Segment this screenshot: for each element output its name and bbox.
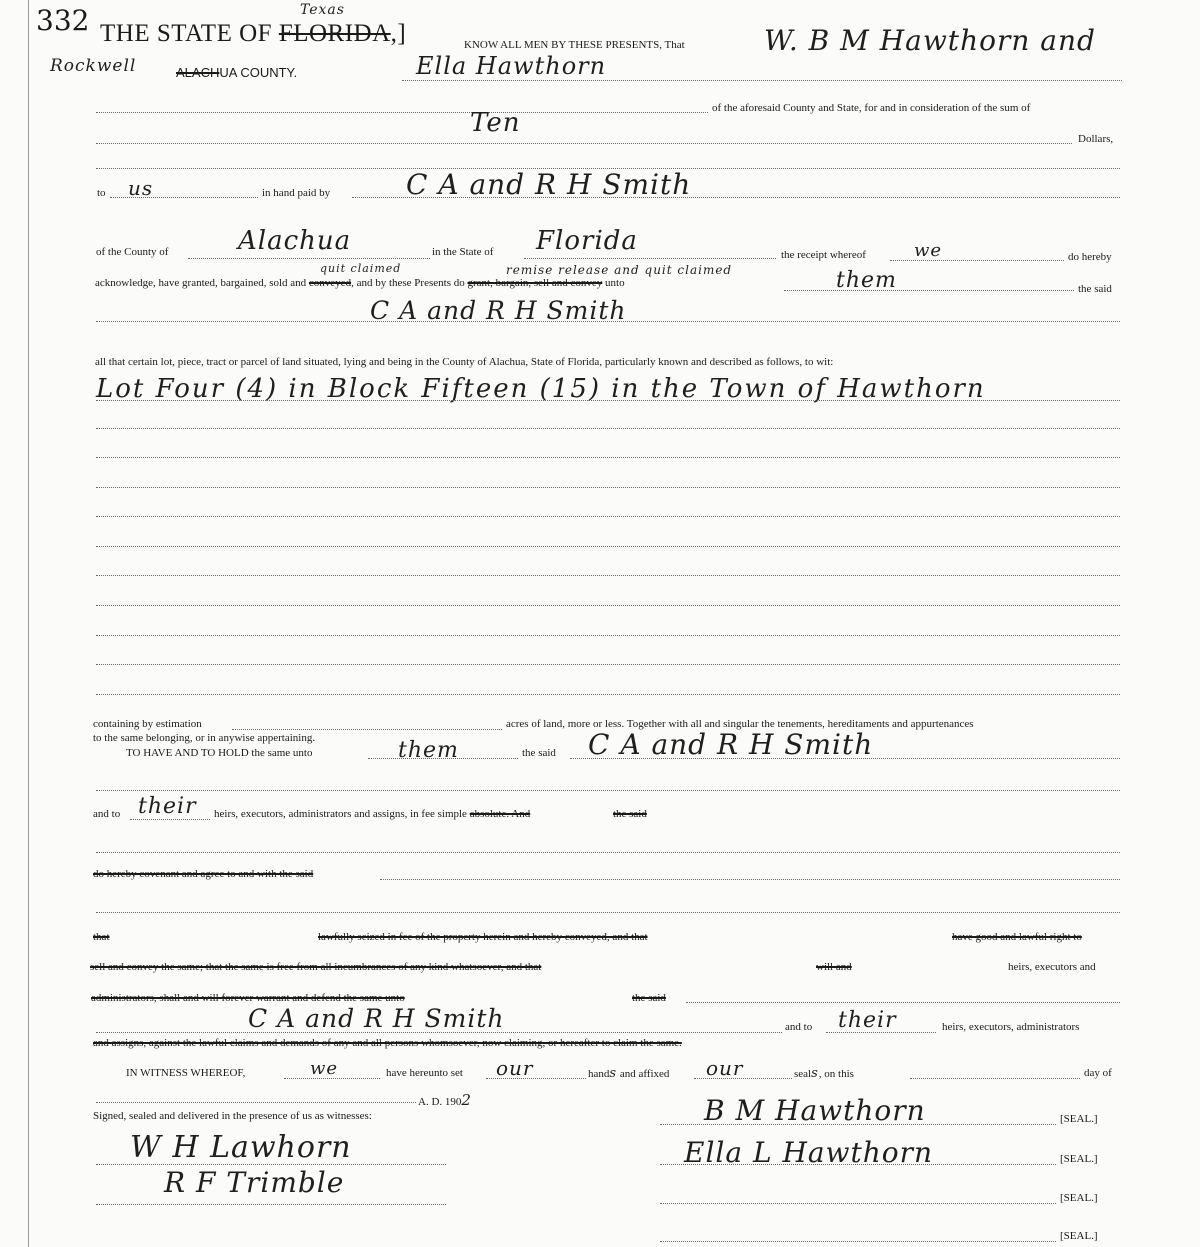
state-prefix: THE STATE OF [100, 20, 273, 47]
have-good-struck: have good and lawful right to [952, 931, 1082, 943]
line [660, 1164, 1056, 1165]
sell-struck: sell and convey the same; that the same is free from all incumbrances of any kind whatsoever, and that [90, 961, 542, 973]
line [686, 1002, 1120, 1003]
containing-label: containing by estimation [93, 718, 202, 730]
line [96, 400, 1120, 401]
hands-suffix: s [609, 1066, 618, 1081]
unto-handwritten: them [836, 268, 897, 293]
seal-4: [SEAL.] [1060, 1230, 1098, 1242]
state-of-label: in the State of [432, 246, 494, 258]
county-struck: ALACH [176, 65, 220, 80]
line [188, 258, 430, 259]
witness1-signature: W H Lawhorn [130, 1130, 352, 1165]
line [910, 1078, 1080, 1079]
line [96, 912, 1120, 913]
page-number: 332 [36, 4, 90, 37]
affixed-label: and affixed [619, 1068, 670, 1080]
grantors-line1: W. B M Hawthorn and [764, 24, 1096, 57]
line [524, 258, 776, 259]
day-of-label: day of [1084, 1067, 1112, 1079]
line [96, 428, 1120, 429]
dollars-label: Dollars, [1078, 133, 1114, 145]
grantee3-handwritten: C A and R H Smith [248, 1004, 505, 1033]
seal-label [794, 1067, 854, 1081]
grantors-line [402, 80, 1122, 81]
hands-label [588, 1067, 669, 1081]
line [96, 1204, 446, 1205]
to-have-label: TO HAVE AND TO HOLD the same unto [126, 747, 313, 759]
witness2-signature: R F Trimble [164, 1166, 345, 1199]
seal-suffix: s [811, 1066, 819, 1081]
line [232, 729, 502, 730]
lawfully-struck: lawfully seized in fee of the property herein and hereby conveyed, and that [318, 931, 648, 943]
line [96, 1102, 416, 1103]
on-this: , on this [818, 1068, 854, 1080]
seal-word: seal [794, 1068, 812, 1080]
insert-remise: remise release and quit claimed [506, 263, 733, 277]
line [96, 852, 1120, 853]
county-label [176, 66, 297, 79]
heirs-fee-text [214, 808, 647, 821]
page-edge [28, 0, 29, 1247]
belonging-text: to the same belonging, or in anywise appertaining. [93, 732, 316, 744]
do-hereby-label: do hereby [1068, 251, 1112, 263]
line [96, 790, 1120, 791]
state-handwritten-2: Florida [536, 226, 638, 256]
their2-handwritten: their [838, 1008, 897, 1033]
land-description: all that certain lot, piece, tract or parcel of land situated, lying and being in the County of Alachua, State of Florida, particularly known and described as follows, to wit: [95, 356, 834, 368]
state-title [100, 20, 406, 48]
and-to-label: and to [93, 808, 121, 820]
lot-handwritten: Lot Four (4) in Block Fifteen (15) in the Town of Hawthorn [96, 374, 986, 404]
the-said-struck: the said [612, 808, 647, 820]
line [96, 1164, 446, 1165]
heirs-fee: heirs, executors, administrators and assigns, in fee simple [214, 808, 467, 820]
by-these: , and by these Presents do [351, 277, 465, 289]
state-bracket: ,] [390, 20, 407, 47]
payer-handwritten: C A and R H Smith [406, 168, 692, 201]
to-label: to [97, 187, 106, 199]
receipt-handwritten: we [914, 240, 943, 261]
have-grantee-handwritten: C A and R H Smith [588, 728, 874, 761]
heirs-2: heirs, executors, administrators [942, 1021, 1080, 1033]
and-to-label-2: and to [785, 1021, 813, 1033]
unto-label: unto [605, 277, 625, 289]
aforesaid-text: of the aforesaid County and State, for and in consideration of the sum of [712, 102, 1031, 114]
line [96, 664, 1120, 665]
grantee-handwritten: C A and R H Smith [370, 296, 627, 325]
their-handwritten: their [138, 794, 197, 819]
line [660, 1124, 1056, 1125]
line [96, 457, 1120, 458]
the-said-label: the said [1078, 283, 1112, 295]
acknowledge-prefix: acknowledge, have granted, bargained, sold and [95, 277, 307, 289]
grantor2-signature: Ella L Hawthorn [684, 1136, 934, 1169]
line [96, 635, 1120, 636]
heirs-executors: heirs, executors and [1008, 961, 1096, 973]
have-set-label: have hereunto set [386, 1067, 463, 1079]
line [96, 694, 1120, 695]
line [380, 879, 1120, 880]
the-said-3-struck: the said [632, 992, 666, 1004]
seal-2: [SEAL.] [1060, 1153, 1098, 1165]
sum-handwritten: Ten [470, 108, 521, 138]
line [96, 112, 708, 113]
have-handwritten: them [398, 738, 459, 763]
county-handwritten-2: Alachua [238, 226, 352, 256]
conveyed-struck: conveyed [308, 277, 352, 289]
county-of-label: of the County of [96, 246, 169, 258]
assigns-struck: and assigns, against the lawful claims and demands of any and all persons whomsoever, now claiming, or hereafter to claim the same. [93, 1037, 682, 1049]
witness-label: IN WITNESS WHEREOF, [126, 1067, 246, 1079]
to-handwritten: us [128, 176, 154, 200]
line [96, 605, 1120, 606]
know-all-men: KNOW ALL MEN BY THESE PRESENTS, That [464, 39, 685, 51]
line [784, 290, 1074, 291]
line [96, 1032, 782, 1033]
that-struck: that [93, 931, 110, 943]
line [96, 487, 1120, 488]
acknowledge-text [95, 277, 625, 290]
covenant-struck: do hereby covenant and agree to and with the said [93, 868, 314, 880]
line [96, 143, 1072, 144]
ad-handwritten: 2 [461, 1091, 472, 1109]
county-handwritten: Rockwell [50, 56, 137, 76]
state-struck: FLORIDA [278, 20, 391, 47]
state-handwritten: Texas [300, 2, 345, 18]
absolute-struck: absolute. And [469, 808, 531, 820]
line [660, 1241, 1056, 1242]
witness-handwritten: we [310, 1058, 339, 1079]
line [660, 1203, 1056, 1204]
acres-text: acres of land, more or less. Together with all and singular the tenements, hereditaments and appurtenances [506, 718, 974, 730]
seal-3: [SEAL.] [1060, 1192, 1098, 1204]
grant-struck: grant, bargain, sell and convey [467, 277, 603, 289]
grantors-line2: Ella Hawthorn [416, 52, 607, 80]
the-said-label-2: the said [522, 747, 556, 759]
line [130, 819, 210, 820]
receipt-label: the receipt whereof [781, 249, 866, 261]
insert-quit-claimed: quit claimed [320, 262, 402, 275]
line [96, 575, 1120, 576]
paid-by-label: in hand paid by [262, 187, 331, 199]
grantor1-signature: B M Hawthorn [704, 1094, 926, 1127]
hand-word: hand [588, 1068, 610, 1080]
will-and-struck: will and [816, 961, 852, 973]
set-handwritten: our [496, 1056, 534, 1080]
ad-label [418, 1091, 472, 1109]
seal-1: [SEAL.] [1060, 1113, 1098, 1125]
line [96, 546, 1120, 547]
affixed-handwritten: our [706, 1056, 744, 1080]
admin-struck: administrators, shall and will forever warrant and defend the same unto [91, 992, 405, 1004]
county-suffix: UA COUNTY. [219, 65, 298, 80]
signed-label: Signed, sealed and delivered in the presence of us as witnesses: [93, 1110, 372, 1122]
line [96, 516, 1120, 517]
ad-prefix: A. D. 190 [418, 1096, 462, 1108]
